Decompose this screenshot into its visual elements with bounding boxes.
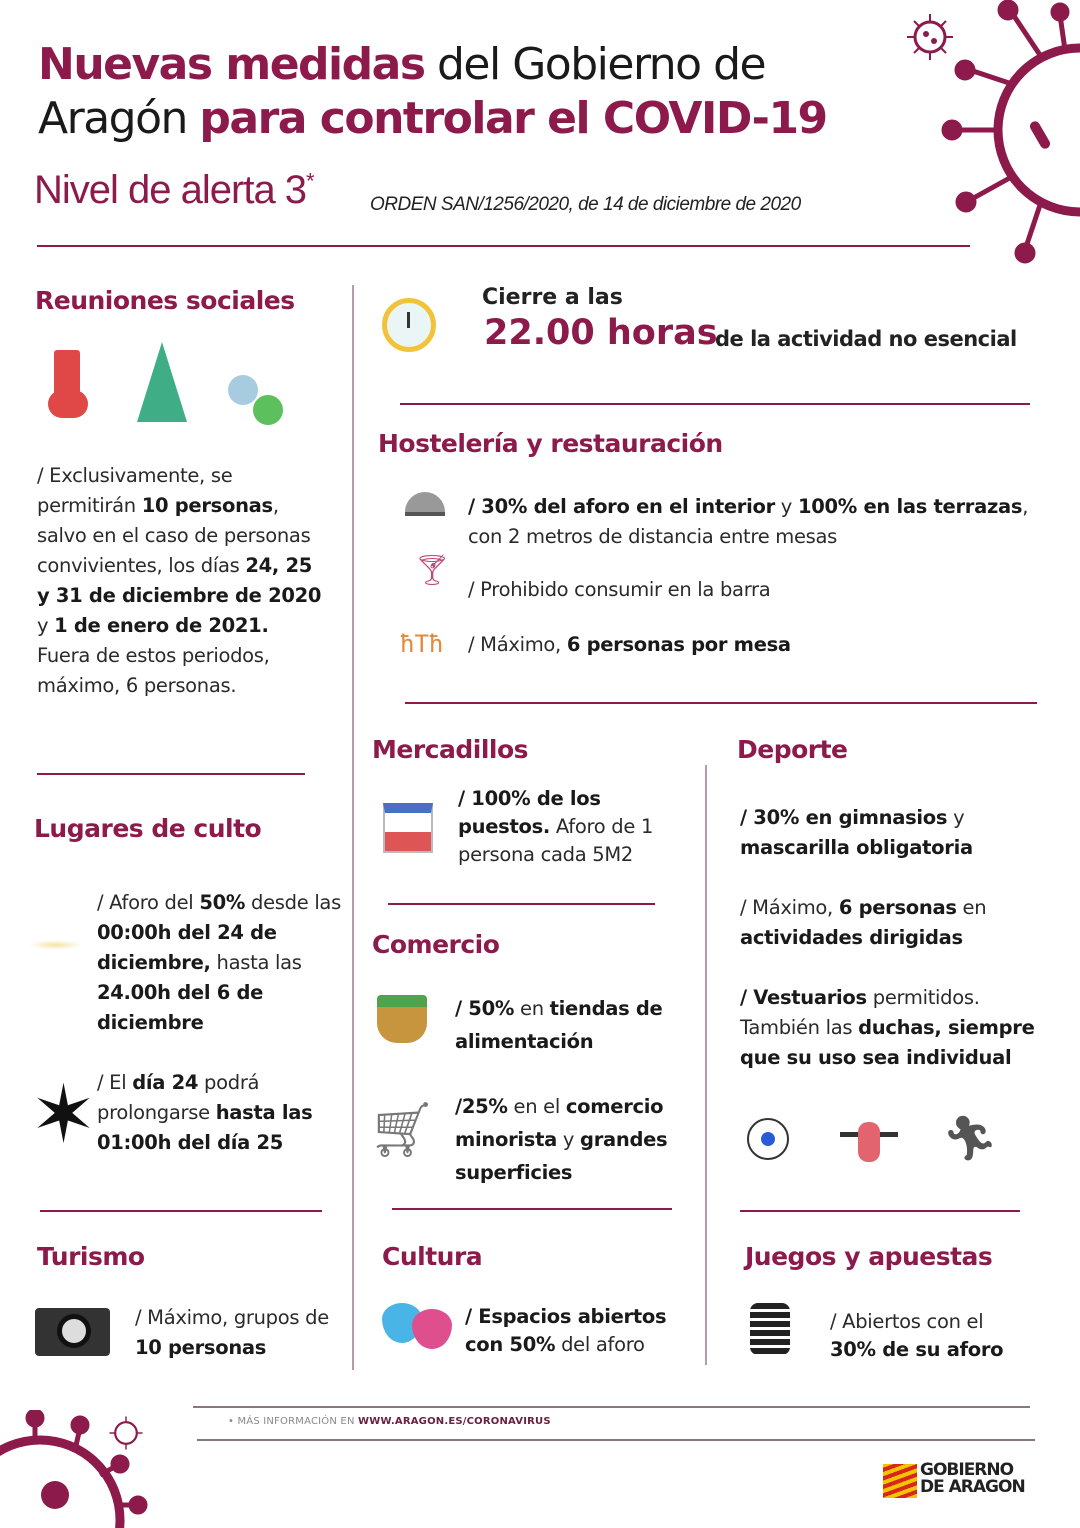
shopping-cart-icon: 🛒︎ bbox=[368, 1098, 437, 1161]
section-heading-juegos: Juegos y apuestas bbox=[745, 1242, 993, 1271]
section-heading-comercio: Comercio bbox=[372, 930, 500, 959]
section-heading-culto: Lugares de culto bbox=[34, 814, 262, 843]
alert-asterisk: * bbox=[306, 168, 314, 194]
bold-text: 10 personas bbox=[141, 494, 273, 517]
text: y bbox=[774, 495, 798, 518]
aragon-flag-icon bbox=[883, 1464, 917, 1498]
weightlifting-icon bbox=[840, 1118, 898, 1166]
section-heading-reuniones: Reuniones sociales bbox=[35, 286, 295, 315]
column-divider bbox=[352, 285, 354, 1370]
footer-prefix: • MÁS INFORMACIÓN EN bbox=[228, 1416, 359, 1427]
serving-tray-icon bbox=[405, 492, 445, 516]
bold-text: / Vestuarios bbox=[740, 986, 867, 1009]
divider bbox=[392, 1208, 672, 1210]
bold-text: / 100% de los puestos. bbox=[458, 787, 601, 838]
bold-text: 100% en las terrazas bbox=[797, 495, 1023, 518]
section-heading-mercadillos: Mercadillos bbox=[372, 735, 529, 764]
theater-masks-icon bbox=[382, 1303, 457, 1351]
gobierno-aragon-logo bbox=[883, 1462, 1038, 1500]
comercio-text-2 bbox=[455, 1090, 700, 1189]
section-heading-turismo: Turismo bbox=[37, 1242, 145, 1271]
casino-chips-icon bbox=[750, 1303, 790, 1355]
divider bbox=[37, 773, 305, 775]
text: podrá prolongarse bbox=[97, 1071, 260, 1124]
light-glow-icon bbox=[28, 940, 83, 950]
christmas-tree-icon bbox=[137, 342, 187, 422]
text: del Gobierno de bbox=[424, 39, 766, 90]
cierre-rest: de la actividad no esencial bbox=[715, 327, 1017, 351]
mercadillos-text bbox=[458, 785, 678, 869]
juegos-text bbox=[830, 1308, 1030, 1364]
column-divider bbox=[705, 765, 707, 1365]
cocktail-icon: 🍸︎ bbox=[413, 553, 452, 588]
footer-url-link[interactable]: WWW.ARAGON.ES/CORONAVIRUS bbox=[358, 1416, 551, 1427]
text: en bbox=[956, 896, 987, 919]
bold-text: actividades dirigidas bbox=[740, 926, 963, 949]
small-virus-icon bbox=[905, 12, 955, 62]
text: / El bbox=[97, 1071, 133, 1094]
alert-level-text: Nivel de alerta 3 bbox=[34, 168, 307, 212]
text: en bbox=[514, 997, 550, 1020]
text: Aforo de 1 persona cada 5M2 bbox=[458, 815, 654, 866]
hosteleria-item bbox=[468, 630, 1028, 660]
divider bbox=[37, 245, 970, 247]
soccer-ball-icon bbox=[747, 1118, 789, 1160]
turismo-text bbox=[135, 1303, 335, 1363]
alarm-clock-icon bbox=[382, 290, 438, 352]
camera-icon bbox=[35, 1308, 110, 1356]
alert-level bbox=[34, 168, 314, 213]
text: / Exclusivamente, se permitirán bbox=[37, 464, 233, 517]
text: Fuera de estos periodos, máximo, 6 personas. bbox=[37, 644, 270, 697]
title-line-2 bbox=[38, 92, 827, 146]
bold-text: 6 personas bbox=[838, 896, 957, 919]
text: en el bbox=[507, 1095, 566, 1118]
culto-text-1 bbox=[97, 888, 347, 1038]
deporte-text-1 bbox=[740, 803, 1040, 863]
section-heading-cultura: Cultura bbox=[382, 1242, 483, 1271]
virus-illustration-top-right bbox=[940, 0, 1080, 270]
bold-text: 50% bbox=[199, 891, 246, 914]
logo-text: GOBIERNO DE ARAGON bbox=[920, 1460, 1025, 1497]
divider bbox=[400, 403, 1030, 405]
text: desde las bbox=[245, 891, 341, 914]
runner-icon: 🏃︎ bbox=[942, 1113, 998, 1164]
bold-text: 24, 25 y 31 de diciembre de 2020 bbox=[37, 554, 322, 607]
star-icon: ✶ bbox=[30, 1068, 98, 1161]
table-chairs-icon: ħTħ bbox=[400, 630, 444, 658]
section-heading-deporte: Deporte bbox=[737, 735, 848, 764]
text: del aforo bbox=[555, 1333, 645, 1356]
text: / Prohibido consumir en la barra bbox=[468, 578, 771, 601]
stocking-icon bbox=[48, 350, 86, 425]
cierre-label: Cierre a las bbox=[482, 285, 623, 310]
text: Aragón bbox=[38, 93, 200, 144]
bold-text: / 30% del aforo en el interior bbox=[468, 495, 775, 518]
bold-text: comercio minorista bbox=[455, 1095, 664, 1151]
cultura-text bbox=[465, 1303, 695, 1359]
divider bbox=[405, 702, 1037, 704]
deporte-text-3 bbox=[740, 983, 1060, 1073]
divider bbox=[197, 1439, 1035, 1441]
bold-text: día 24 bbox=[132, 1071, 199, 1094]
ornaments-icon bbox=[228, 340, 288, 430]
bold-text: duchas, siempre que su uso sea individual bbox=[740, 1016, 1035, 1069]
bold-text: 6 personas por mesa bbox=[566, 633, 791, 656]
text: / Máximo, bbox=[740, 896, 839, 919]
text: , con 2 metros de distancia entre mesas bbox=[468, 495, 1029, 548]
divider bbox=[740, 1210, 1020, 1212]
bold-text: / Espacios abiertos con 50% bbox=[465, 1305, 667, 1356]
deporte-text-2 bbox=[740, 893, 1040, 953]
cierre-hour: 22.00 horas bbox=[484, 313, 718, 353]
bold-text: / 50% bbox=[455, 997, 515, 1020]
bold-text: tiendas de alimentación bbox=[455, 997, 663, 1053]
reuniones-text bbox=[37, 461, 322, 701]
hosteleria-item bbox=[468, 575, 1028, 605]
text: permitidos. También las bbox=[740, 986, 980, 1039]
text: / Aforo del bbox=[97, 891, 200, 914]
order-reference: ORDEN SAN/1256/2020, de 14 de diciembre de 2020 bbox=[370, 194, 801, 215]
text: / Máximo, bbox=[468, 633, 567, 656]
divider bbox=[193, 1406, 1030, 1408]
bold-text: / 30% en gimnasios bbox=[740, 806, 948, 829]
market-stall-icon bbox=[383, 803, 433, 853]
text: y bbox=[556, 1128, 581, 1151]
food-basket-icon bbox=[377, 995, 427, 1043]
small-virus-icon bbox=[108, 1415, 144, 1451]
divider bbox=[40, 1210, 322, 1212]
text: / Máximo, grupos de bbox=[135, 1306, 329, 1329]
bold-text: 00:00h del 24 de diciembre, bbox=[97, 921, 277, 974]
hosteleria-item bbox=[468, 492, 1048, 552]
text: hasta las bbox=[210, 951, 302, 974]
bold-text: mascarilla obligatoria bbox=[740, 836, 973, 859]
text: / Abiertos con el bbox=[830, 1310, 984, 1333]
bold-text: hasta las 01:00h del día 25 bbox=[97, 1101, 313, 1154]
divider bbox=[388, 903, 655, 905]
bold-text: Nuevas medidas bbox=[38, 39, 425, 90]
bold-text: para controlar el COVID-19 bbox=[199, 93, 827, 144]
culto-text-2 bbox=[97, 1068, 337, 1158]
footer-info bbox=[228, 1416, 551, 1427]
comercio-text-1 bbox=[455, 992, 695, 1058]
bold-text: /25% bbox=[455, 1095, 508, 1118]
text: , salvo en el caso de personas convivientes, los días bbox=[37, 494, 311, 577]
bold-text: 24.00h del 6 de diciembre bbox=[97, 981, 264, 1034]
section-heading-hosteleria: Hostelería y restauración bbox=[378, 429, 723, 458]
bold-text: 10 personas bbox=[135, 1336, 267, 1359]
bold-text: 30% de su aforo bbox=[830, 1338, 1004, 1361]
text: y bbox=[37, 614, 55, 637]
bold-text: grandes superficies bbox=[455, 1128, 668, 1184]
title-line-1 bbox=[38, 38, 765, 92]
text: y bbox=[947, 806, 965, 829]
bold-text: 1 de enero de 2021. bbox=[54, 614, 269, 637]
